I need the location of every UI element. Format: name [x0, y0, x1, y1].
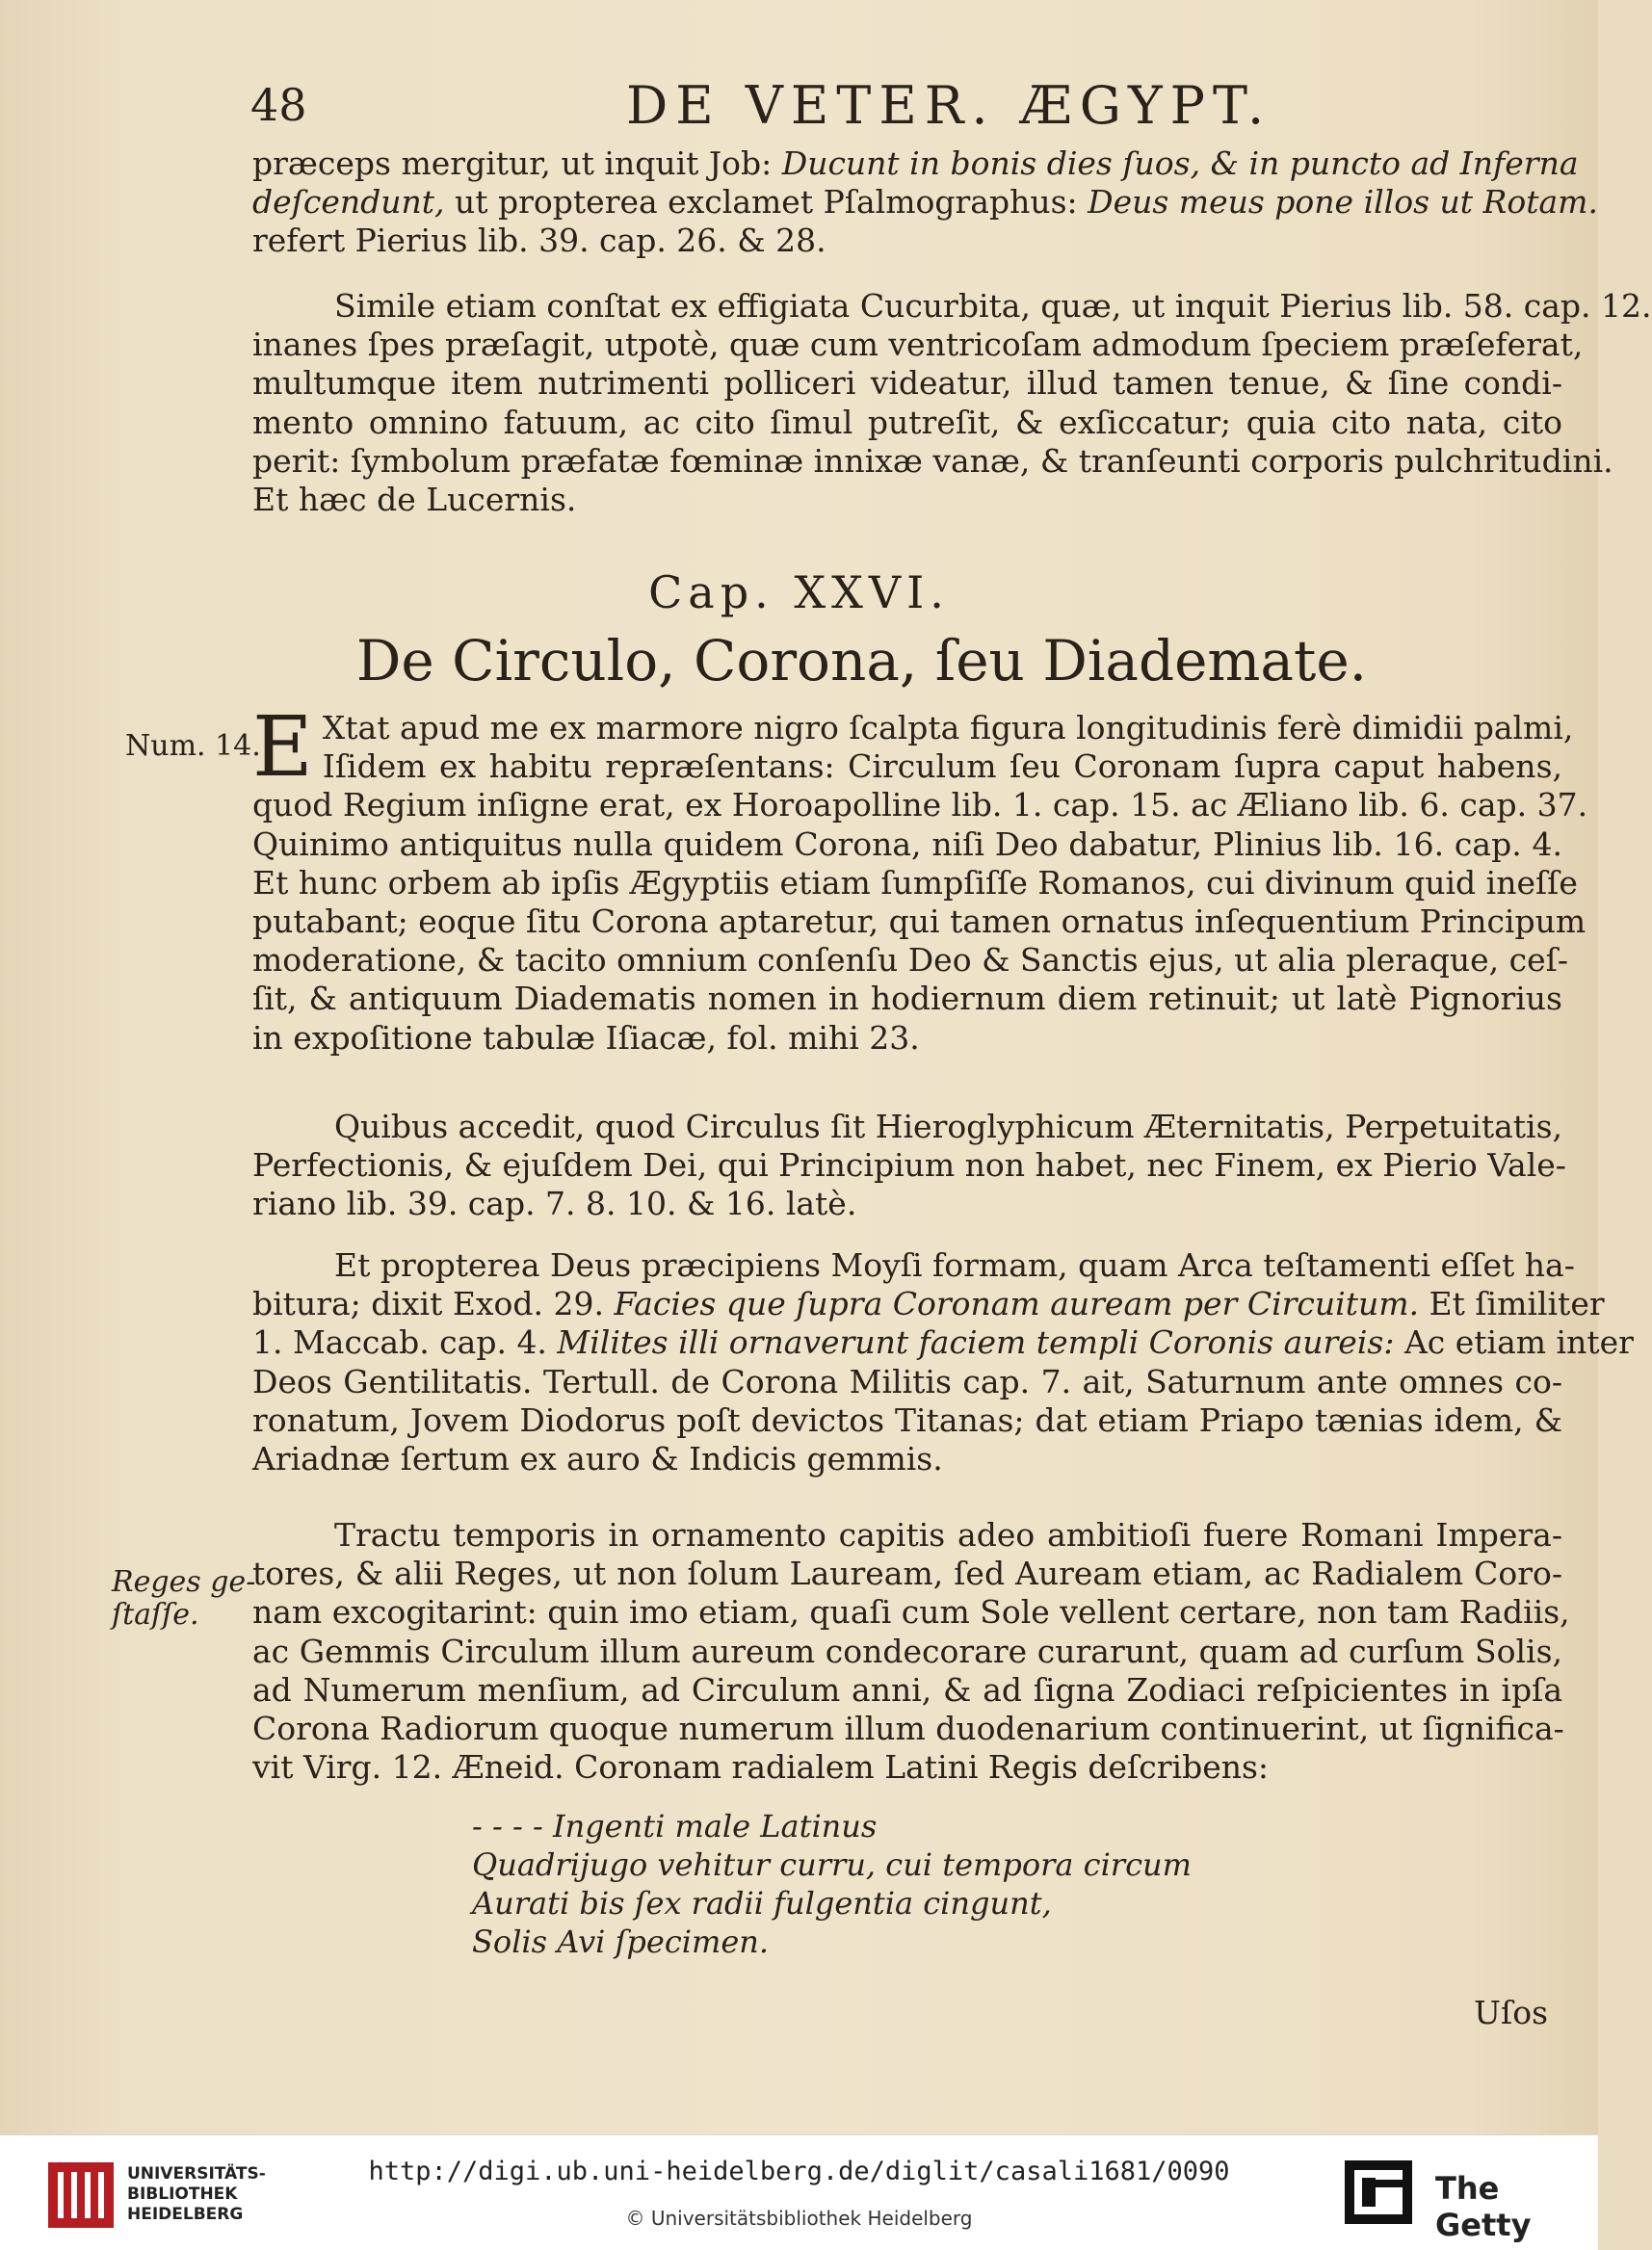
- text-line: mento omnino fatuum, ac cito ſimul putreſit, & exſiccatur; quia cito nata, cito: [252, 403, 1562, 441]
- text-line: Xtat apud me ex marmore nigro ſcalpta figura longitudinis ferè dimidii palmi,: [322, 709, 1574, 746]
- text-line: Et hunc orbem ab ipſis Ægyptiis etiam ſumpſiſſe Romanos, cui divinum quid ineſſe: [252, 863, 1578, 902]
- copyright-notice: © Universitätsbibliothek Heidelberg: [625, 2207, 973, 2230]
- text-line: in expoſitione tabulæ Iſiacæ, fol. mihi 23.: [252, 1018, 920, 1057]
- roman-text: Et ſimiliter: [1419, 1285, 1605, 1323]
- text-line: ad Numerum menſium, ad Circulum anni, & ad ſigna Zodiaci reſpicientes in ipſa: [252, 1670, 1562, 1709]
- roman-text: præceps mergitur, ut inquit Job:: [252, 144, 782, 182]
- margin-note-line: Reges ge-: [112, 1565, 256, 1599]
- text-line: riano lib. 39. cap. 7. 8. 10. & 16. latè.: [252, 1185, 857, 1223]
- paragraph-1: [252, 144, 1598, 261]
- drop-cap: E: [252, 699, 313, 796]
- text-line: [252, 1323, 1634, 1362]
- text-line: Perfectionis, & ejuſdem Dei, qui Principium non habet, nec Finem, ex Pierio Vale-: [252, 1146, 1566, 1185]
- verse-quotation: [472, 1807, 1339, 1961]
- paragraph-2: [252, 287, 1652, 519]
- verse-line: Quadrijugo vehitur curru, cui tempora circum: [472, 1846, 1192, 1883]
- text-line: nam excogitarint: quin imo etiam, quaſi cum Sole vellent certare, non tam Radiis,: [252, 1593, 1570, 1632]
- text-line: [252, 1285, 1605, 1323]
- viewer-footer: [0, 2134, 1598, 2250]
- library-name-line: HEIDELBERG: [127, 2205, 244, 2224]
- roman-text: Ac etiam inter: [1394, 1323, 1634, 1362]
- text-line: [252, 1401, 1562, 1440]
- italic-text: Deus meus pone illos ut Rotam.: [1088, 183, 1598, 222]
- text-line: perit: ſymbolum præfatæ fœminæ innixæ vanæ, & tranſeunti corporis pulchritudini.: [252, 441, 1613, 480]
- getty-logo-icon[interactable]: [1345, 2160, 1412, 2224]
- margin-note-line: ſtaſſe.: [112, 1598, 199, 1632]
- paragraph-3: [252, 699, 1588, 1058]
- text-line: ſit, & antiquum Diadematis nomen in hodiernum diem retinuit; ut latè Pignorius: [252, 980, 1562, 1018]
- chapter-label: Cap. XXVI.: [648, 566, 950, 618]
- paragraph-6: [252, 1516, 1570, 1787]
- text-line: quod Regium inſigne erat, ex Horoapolline lib. 1. cap. 15. ac Æliano lib. 6. cap. 37.: [252, 786, 1588, 824]
- italic-text: Facies que ſupra Coronam auream per Circuitum.: [614, 1285, 1419, 1323]
- library-name-line: BIBLIOTHEK: [127, 2185, 238, 2204]
- text-line: ac Gemmis Circulum illum aureum condecorare curarunt, quam ad curſum Solis,: [252, 1632, 1562, 1670]
- running-title: DE VETER. ÆGYPT.: [626, 75, 1272, 136]
- text-line: Iſidem ex habitu repræſentans: Circulum ſeu Coronam ſupra caput habens,: [322, 747, 1562, 786]
- text-line: [252, 1246, 1575, 1285]
- text-line: Tractu temporis in ornamento capitis adeo ambitioſi fuere Romani Impera-: [334, 1516, 1562, 1554]
- text-line: Et hæc de Lucernis.: [252, 480, 577, 518]
- running-head: [250, 75, 1580, 143]
- roman-text: ut propterea exclamet Pſalmographus:: [444, 183, 1088, 222]
- text-line: [252, 183, 1598, 222]
- text-line: [252, 144, 1579, 183]
- italic-text: deſcendunt,: [252, 183, 445, 222]
- partner-name[interactable]: The Getty: [1435, 2170, 1532, 2243]
- library-name-line: UNIVERSITÄTS-: [127, 2164, 266, 2184]
- text-line: [252, 1363, 1562, 1401]
- text-line: vit Virg. 12. Æneid. Coronam radialem Latini Regis deſcribens:: [252, 1748, 1270, 1787]
- text-line: tores, & alii Reges, ut non ſolum Lauream, ſed Auream etiam, ac Radialem Coro-: [252, 1555, 1562, 1593]
- text-line: [252, 222, 1562, 260]
- chapter-title: De Circulo, Corona, ſeu Diademate.: [355, 628, 1368, 693]
- roman-text: Deos Gentilitatis. Tertull. de Corona Militis cap. 7. ait, Saturnum ante omnes co-: [252, 1362, 1562, 1400]
- verse-line: - - - - Ingenti male Latinus: [472, 1808, 878, 1844]
- text-line: multumque item nutrimenti polliceri videatur, illud tamen tenue, & ſine condi-: [252, 364, 1562, 403]
- text-line: Corona Radiorum quoque numerum illum duodenarium continuerint, ut ſignifica-: [252, 1709, 1564, 1747]
- text-line: [252, 1440, 1562, 1478]
- text-line: Simile etiam conſtat ex effigiata Cucurbita, quæ, ut inquit Pierius lib. 58. cap. 12.: [334, 287, 1652, 325]
- roman-text: Ariadnæ ſertum ex auro & Indicis gemmis.: [252, 1439, 943, 1478]
- roman-text: refert Pierius lib. 39. cap. 26. & 28.: [252, 222, 826, 260]
- text-line: Quinimo antiquitus nulla quidem Corona, niſi Deo dabatur, Plinius lib. 16. cap. 4.: [252, 824, 1562, 863]
- margin-note-reges: [112, 1566, 255, 1632]
- catchword: Uſos: [1474, 1994, 1548, 2031]
- text-line: inanes ſpes præſagit, utpotè, quæ cum ventricoſam admodum ſpeciem præſeferat,: [252, 326, 1584, 364]
- roman-text: bitura; dixit Exod. 29.: [252, 1285, 615, 1323]
- text-line: Quibus accedit, quod Circulus ſit Hieroglyphicum Æternitatis, Perpetuitatis,: [334, 1108, 1562, 1145]
- verse-line: Solis Avi ſpecimen.: [472, 1923, 770, 1960]
- margin-note-num: Num. 14.: [125, 729, 261, 763]
- italic-text: Ducunt in bonis dies ſuos, & in puncto ad Inferna: [781, 144, 1579, 182]
- permalink-url[interactable]: http://digi.ub.uni-heidelberg.de/diglit/casali1681/0090: [368, 2157, 1230, 2186]
- roman-text: Et propterea Deus præcipiens Moyſi formam, quam Arca teſtamenti eſſet ha-: [334, 1246, 1575, 1284]
- paragraph-5: [252, 1246, 1634, 1478]
- verse-line: Aurati bis ſex radii fulgentia cingunt,: [472, 1885, 1052, 1922]
- roman-text: 1. Maccab. cap. 4.: [252, 1323, 558, 1362]
- text-line: moderatione, & tacito omnium conſenſu Deo & Sanctis ejus, ut alia pleraque, ceſ-: [252, 941, 1568, 980]
- italic-text: Milites illi ornaverunt faciem templi Coronis aureis:: [557, 1323, 1395, 1362]
- text-line: putabant; eoque ſitu Corona aptaretur, qui tamen ornatus inſequentium Principum: [252, 902, 1586, 940]
- paragraph-4: [252, 1108, 1566, 1224]
- roman-text: ronatum, Jovem Diodorus poſt devictos Titanas; dat etiam Priapo tænias idem, &: [252, 1400, 1562, 1439]
- page-number: 48: [250, 79, 307, 131]
